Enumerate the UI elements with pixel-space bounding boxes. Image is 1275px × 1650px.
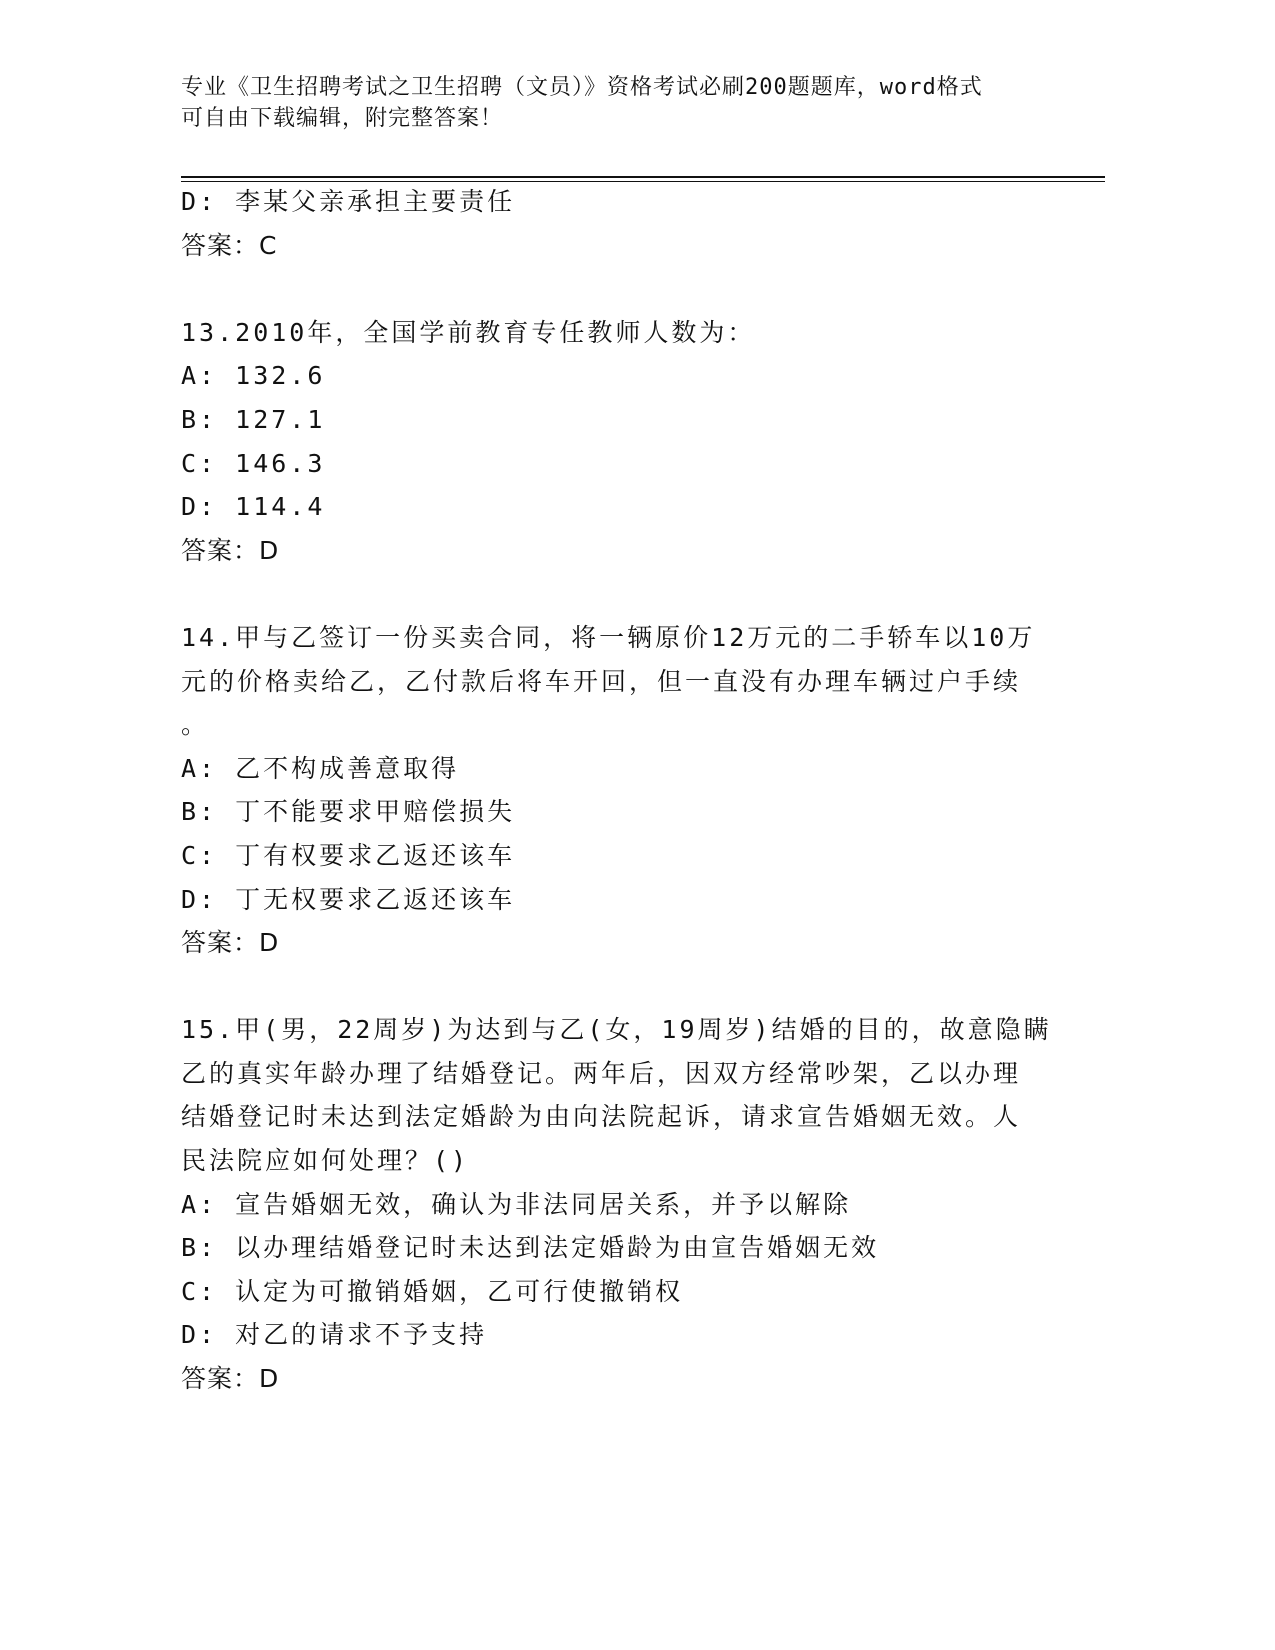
option-a: A: 132.6 (181, 361, 326, 391)
question-15 (181, 1008, 1052, 1400)
option-b: B: 以办理结婚登记时未达到法定婚龄为由宣告婚姻无效 (181, 1233, 880, 1263)
option-a: A: 乙不构成善意取得 (181, 753, 460, 783)
question-stem-line: 结婚登记时未达到法定婚龄为由向法院起诉，请求宣告婚姻无效。人 (181, 1102, 1022, 1132)
option-c: C: 丁有权要求乙返还该车 (181, 840, 516, 870)
spacer (181, 267, 1041, 311)
question-stem-line: 15.甲(男，22周岁)为达到与乙(女，19周岁)结婚的目的，故意隐瞒 (181, 1015, 1052, 1045)
question-stem-line: 14.甲与乙签订一份买卖合同，将一辆原价12万元的二手轿车以10万 (181, 622, 1036, 652)
option-d: D: 丁无权要求乙返还该车 (181, 884, 516, 914)
option-c: C: 146.3 (181, 448, 326, 478)
question-13 (181, 311, 1041, 573)
option-d: D: 对乙的请求不予支持 (181, 1320, 488, 1350)
answer: 答案：D (181, 535, 280, 565)
answer: 答案：D (181, 928, 280, 958)
header-divider-thick (181, 176, 1105, 178)
question-stem: 13.2010年，全国学前教育专任教师人数为： (181, 317, 756, 347)
question-list (181, 180, 1052, 1401)
header-line-1: 专业《卫生招聘考试之卫生招聘（文员）》资格考试必刷200题题库，word格式 (181, 75, 983, 100)
option-b: B: 丁不能要求甲赔偿损失 (181, 797, 516, 827)
option-d: D: 李某父亲承担主要责任 (181, 187, 516, 216)
option-b: B: 127.1 (181, 404, 326, 434)
question-stem-line: 。 (181, 710, 210, 740)
option-d: D: 114.4 (181, 492, 326, 522)
question-12 (181, 180, 1041, 267)
question-14 (181, 616, 1041, 965)
document-header (181, 72, 1041, 134)
spacer (181, 572, 1041, 616)
spacer (181, 965, 1041, 1009)
question-stem-line: 民法院应如何处理？() (181, 1146, 470, 1176)
header-line-2: 可自由下载编辑，附完整答案！ (181, 106, 504, 131)
answer: 答案：C (181, 230, 278, 260)
question-stem-line: 乙的真实年龄办理了结婚登记。两年后，因双方经常吵架，乙以办理 (181, 1058, 1022, 1088)
answer: 答案：D (181, 1364, 280, 1394)
question-stem-line: 元的价格卖给乙，乙付款后将车开回，但一直没有办理车辆过户手续 (181, 666, 1022, 696)
option-a: A: 宣告婚姻无效，确认为非法同居关系，并予以解除 (181, 1189, 852, 1219)
option-c: C: 认定为可撤销婚姻，乙可行使撤销权 (181, 1276, 684, 1306)
